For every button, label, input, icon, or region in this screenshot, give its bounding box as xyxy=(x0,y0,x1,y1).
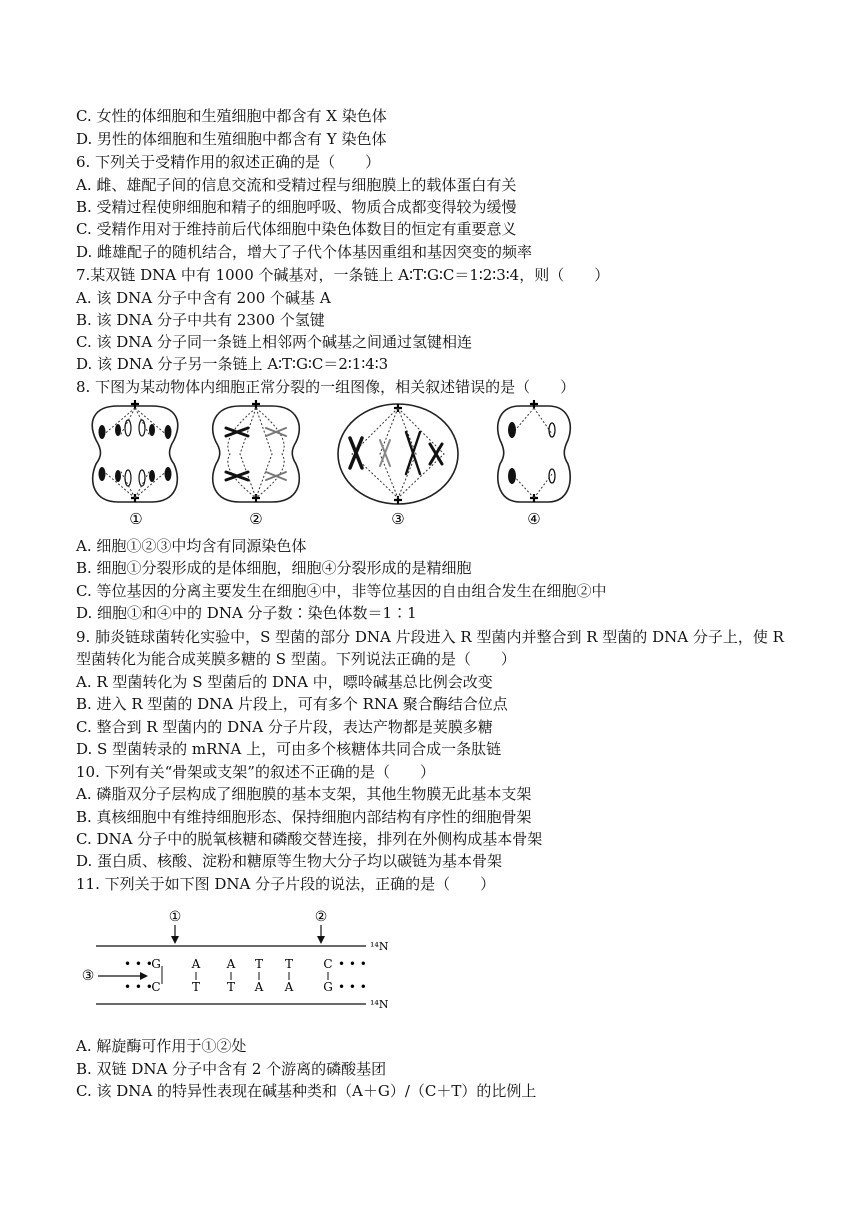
base-bottom-6: G xyxy=(323,980,333,994)
q11-option-c: C. 该 DNA 的特异性表现在碱基种类和（A＋G）/（C＋T）的比例上 xyxy=(76,1082,537,1100)
lower-dots-right: • • • xyxy=(338,980,367,994)
q6-option-b: B. 受精过程使卵细胞和精子的细胞呼吸、物质合成都变得较为缓慢 xyxy=(76,198,517,216)
q6-stem: 6. 下列关于受精作用的叙述正确的是（ ） xyxy=(76,153,381,171)
q7-stem: 7.某双链 DNA 中有 1000 个碱基对，一条链上 A∶T∶G∶C＝1∶2∶3∶4，则（ ） xyxy=(76,266,610,284)
marker-1: ① xyxy=(168,909,182,925)
cell-1-diagram xyxy=(92,398,177,505)
cell-4-diagram xyxy=(498,398,570,505)
q9-option-c: C. 整合到 R 型菌内的 DNA 分子片段，表达产物都是荚膜多糖 xyxy=(76,718,493,736)
q10-stem: 10. 下列有关“骨架或支架”的叙述不正确的是（ ） xyxy=(76,763,435,781)
q6-option-d: D. 雌雄配子的随机结合，增大了子代个体基因重组和基因突变的频率 xyxy=(76,243,533,261)
base-bottom-5: A xyxy=(284,980,294,994)
q8-option-a: A. 细胞①②③中均含有同源染色体 xyxy=(76,537,307,555)
q10-option-c: C. DNA 分子中的脱氧核糖和磷酸交替连接，排列在外侧构成基本骨架 xyxy=(76,830,543,848)
upper-dots-right: • • • xyxy=(338,957,367,971)
q7-option-d: D. 该 DNA 分子另一条链上 A∶T∶G∶C＝2∶1∶4∶3 xyxy=(76,355,389,373)
q7-option-b: B. 该 DNA 分子中共有 2300 个氢键 xyxy=(76,311,325,329)
base-top-1: G xyxy=(151,957,161,971)
q11-option-b: B. 双链 DNA 分子中含有 2 个游离的磷酸基团 xyxy=(76,1060,387,1078)
q9-option-b: B. 进入 R 型菌的 DNA 片段上，可有多个 RNA 聚合酶结合位点 xyxy=(76,695,508,713)
q10-option-b: B. 真核细胞中有维持细胞形态、保持细胞内部结构有序性的细胞骨架 xyxy=(76,808,532,826)
upper-dots-left: • • • xyxy=(124,957,153,971)
lower-dots-left: • • • xyxy=(124,980,153,994)
q11-stem: 11. 下列关于如下图 DNA 分子片段的说法，正确的是（ ） xyxy=(76,875,496,893)
q10-option-d: D. 蛋白质、核酸、淀粉和糖原等生物大分子均以碳链为基本骨架 xyxy=(76,852,503,870)
q9-stem: 9. 肺炎链球菌转化实验中，S 型菌的部分 DNA 片段进入 R 型菌内并整合到 R 型菌的 DNA 分子上，使 R 型菌转化为能合成荚膜多糖的 S 型菌。下列说法正确的是（ ） xyxy=(76,628,784,668)
q7-option-a: A. 该 DNA 分子中含有 200 个碱基 A xyxy=(76,289,331,307)
q8-option-c: C. 等位基因的分离主要发生在细胞④中，非等位基因的自由组合发生在细胞②中 xyxy=(76,582,607,600)
marker-3: ③ xyxy=(81,968,95,984)
cell-2-diagram xyxy=(213,398,300,505)
q8-option-b: B. 细胞①分裂形成的是体细胞，细胞④分裂形成的是精细胞 xyxy=(76,559,472,577)
isotope-label-bottom: ¹⁴N xyxy=(370,998,389,1011)
q9-option-d: D. S 型菌转录的 mRNA 上，可由多个核糖体共同合成一条肽链 xyxy=(76,740,502,758)
cell-3-diagram xyxy=(338,402,458,507)
isotope-label-top: ¹⁴N xyxy=(370,940,389,953)
marker-2: ② xyxy=(314,909,328,925)
svg-text:✚: ✚ xyxy=(529,398,539,411)
down-arrow-icon xyxy=(317,936,325,944)
base-top-6: C xyxy=(323,957,333,971)
down-arrow-icon xyxy=(171,936,179,944)
q7-option-c: C. 该 DNA 分子同一条链上相邻两个碱基之间通过氢键相连 xyxy=(76,333,473,351)
q11-option-a: A. 解旋酶可作用于①②处 xyxy=(76,1037,247,1055)
cell-label-3: ③ xyxy=(391,510,405,528)
dna-fragment-figure xyxy=(76,906,406,1020)
q6-option-c: C. 受精作用对于维持前后代体细胞中染色体数目的恒定有重要意义 xyxy=(76,220,517,238)
svg-text:✚: ✚ xyxy=(130,398,140,411)
base-top-5: T xyxy=(284,957,294,971)
cell-label-4: ④ xyxy=(527,510,541,528)
svg-text:✚: ✚ xyxy=(251,492,261,505)
svg-text:✚: ✚ xyxy=(393,494,403,507)
cell-label-1: ① xyxy=(129,510,143,528)
base-bottom-4: A xyxy=(254,980,264,994)
cell-label-2: ② xyxy=(249,510,263,528)
q9-option-a: A. R 型菌转化为 S 型菌后的 DNA 中，嘌呤碱基总比例会改变 xyxy=(76,673,493,691)
svg-text:✚: ✚ xyxy=(529,492,539,505)
base-top-4: T xyxy=(254,957,264,971)
base-bottom-3: T xyxy=(226,980,236,994)
q5-option-c: C. 女性的体细胞和生殖细胞中都含有 X 染色体 xyxy=(76,107,387,125)
svg-text:✚: ✚ xyxy=(251,398,261,411)
cell-division-figure xyxy=(80,398,600,530)
q8-option-d: D. 细胞①和④中的 DNA 分子数∶染色体数＝1∶1 xyxy=(76,604,417,622)
svg-text:✚: ✚ xyxy=(393,402,403,415)
q5-option-d: D. 男性的体细胞和生殖细胞中都含有 Y 染色体 xyxy=(76,130,387,148)
q6-option-a: A. 雌、雄配子间的信息交流和受精过程与细胞膜上的载体蛋白有关 xyxy=(76,176,517,194)
svg-text:✚: ✚ xyxy=(130,492,140,505)
q10-option-a: A. 磷脂双分子层构成了细胞膜的基本支架，其他生物膜无此基本支架 xyxy=(76,785,532,803)
base-top-3: A xyxy=(226,957,236,971)
q8-stem: 8. 下图为某动物体内细胞正常分裂的一组图像，相关叙述错误的是（ ） xyxy=(76,378,576,396)
base-bottom-2: T xyxy=(191,980,201,994)
right-arrow-icon xyxy=(140,972,148,980)
base-bottom-1: C xyxy=(151,980,161,994)
base-top-2: A xyxy=(191,957,201,971)
